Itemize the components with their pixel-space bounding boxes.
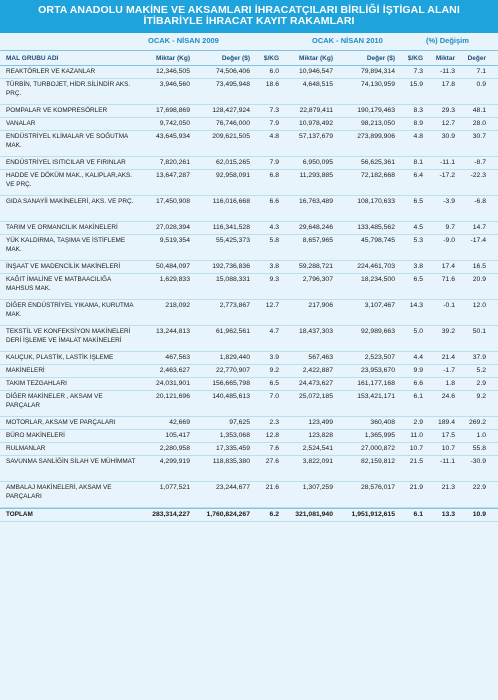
table-row <box>0 79 498 105</box>
row-cell-d09: 73,495,948 <box>215 81 250 88</box>
row-cell-k10: 9.9 <box>413 367 423 374</box>
row-cell-m09: 13,244,813 <box>155 328 190 335</box>
table-row <box>0 118 498 131</box>
row-cell-m10: 4,648,515 <box>302 81 333 88</box>
row-cell-m09: 2,280,958 <box>159 445 190 452</box>
row-cell-m10: 2,422,887 <box>302 367 333 374</box>
row-cell-pm: 21.3 <box>441 484 455 491</box>
row-cell-m09: 50,484,097 <box>155 263 190 270</box>
row-cell-m09: 17,450,908 <box>155 198 190 205</box>
row-cell-m09: 218,092 <box>165 302 190 309</box>
header-value-2010: Değer ($) <box>366 54 395 62</box>
row-cell-m09: 467,563 <box>165 354 190 361</box>
table-row <box>0 222 498 235</box>
header-group-name: MAL GRUBU ADI <box>6 54 59 62</box>
row-cell-m09: 9,519,354 <box>159 237 190 244</box>
row-cell-pd: 12.0 <box>472 302 486 309</box>
row-cell-m10: 57,137,679 <box>298 133 333 140</box>
row-cell-m09: 24,031,901 <box>155 380 190 387</box>
row-cell-k09: 3.9 <box>269 354 279 361</box>
row-group-name: YÜK KALDIRMA, TAŞIMA VE İSTİFLEME MAK. <box>6 237 126 253</box>
row-cell-d09: 62,015,265 <box>215 159 250 166</box>
row-cell-k09: 2.3 <box>269 419 279 426</box>
row-cell-k09: 3.8 <box>269 263 279 270</box>
table-row <box>0 274 498 300</box>
row-cell-pd: 37.9 <box>472 354 486 361</box>
row-cell-d10: 23,953,670 <box>360 367 395 374</box>
row-cell-m10: 321,081,940 <box>295 511 333 518</box>
row-cell-pd: 55.8 <box>472 445 486 452</box>
row-cell-d09: 76,746,000 <box>215 120 250 127</box>
row-cell-m10: 1,307,259 <box>302 484 333 491</box>
table-total-row <box>0 508 498 522</box>
row-cell-d10: 92,989,663 <box>360 328 395 335</box>
row-group-name: MOTORLAR, AKSAM VE PARÇALARI <box>6 419 116 426</box>
row-cell-k09: 6.6 <box>269 198 279 205</box>
row-group-name: DİĞER ENDÜSTRİYEL YIKAMA, KURUTMA MAK. <box>6 302 134 318</box>
row-cell-pd: 30.7 <box>472 133 486 140</box>
table-row <box>0 105 498 118</box>
row-cell-d09: 1,353,068 <box>219 432 250 439</box>
row-cell-k10: 7.3 <box>413 68 423 75</box>
table-row <box>0 365 498 378</box>
row-cell-k09: 7.9 <box>269 120 279 127</box>
row-cell-pd: -22.3 <box>470 172 486 179</box>
row-cell-m10: 123,499 <box>308 419 333 426</box>
row-cell-m10: 3,822,091 <box>302 458 333 465</box>
row-cell-k09: 27.6 <box>265 458 279 465</box>
row-cell-d09: 92,958,091 <box>215 172 250 179</box>
row-cell-d10: 74,130,959 <box>360 81 395 88</box>
row-cell-m10: 123,828 <box>308 432 333 439</box>
row-cell-k10: 4.5 <box>413 224 423 231</box>
row-cell-d10: 133,485,562 <box>357 224 395 231</box>
row-cell-d10: 3,107,467 <box>364 302 395 309</box>
row-cell-pm: 17.4 <box>441 263 455 270</box>
row-cell-k09: 4.3 <box>269 224 279 231</box>
row-cell-pm: -1.7 <box>443 367 455 374</box>
table-row <box>0 326 498 352</box>
row-cell-k10: 5.3 <box>413 237 423 244</box>
row-cell-pm: 10.7 <box>441 445 455 452</box>
row-cell-d09: 15,088,331 <box>215 276 250 283</box>
row-cell-k09: 9.3 <box>269 276 279 283</box>
row-cell-k10: 11.0 <box>410 432 423 439</box>
row-cell-d10: 161,177,168 <box>357 380 395 387</box>
row-cell-k10: 3.8 <box>413 263 423 270</box>
row-cell-k09: 21.6 <box>265 484 279 491</box>
table-row <box>0 417 498 430</box>
header-change-qty: Miktar <box>435 54 455 62</box>
row-cell-pd: 48.1 <box>472 107 486 114</box>
row-cell-pm: 13.3 <box>441 511 455 518</box>
period-2009: OCAK - NİSAN 2009 <box>148 36 219 45</box>
row-cell-pm: 17.8 <box>441 81 455 88</box>
row-cell-m09: 27,028,394 <box>155 224 190 231</box>
row-cell-m10: 18,437,303 <box>298 328 333 335</box>
row-cell-m10: 567,463 <box>308 354 333 361</box>
row-cell-m10: 59,288,721 <box>298 263 333 270</box>
header-change-value: Değer <box>467 54 486 62</box>
row-group-name: RULMANLAR <box>6 445 46 452</box>
row-cell-k10: 6.1 <box>413 393 423 400</box>
row-cell-pm: -11.1 <box>440 159 455 166</box>
row-cell-k10: 8.3 <box>413 107 423 114</box>
row-cell-m09: 2,463,627 <box>159 367 190 374</box>
row-group-name: TARIM VE ORMANCILIK MAKİNELERİ <box>6 224 118 231</box>
row-cell-m09: 42,669 <box>169 419 190 426</box>
table-row <box>0 131 498 157</box>
row-cell-pd: 5.2 <box>476 367 486 374</box>
row-cell-k09: 5.8 <box>269 237 279 244</box>
period-headers <box>0 33 498 46</box>
row-cell-pd: -30.9 <box>470 458 486 465</box>
row-cell-m10: 29,648,246 <box>298 224 333 231</box>
row-group-name: BÜRO MAKİNELERİ <box>6 432 65 439</box>
row-cell-d09: 140,485,613 <box>212 393 250 400</box>
row-cell-d09: 1,760,824,267 <box>206 511 250 518</box>
row-group-name: ENDÜSTRİYEL KLİMALAR VE SOĞUTMA MAK. <box>6 133 128 149</box>
row-cell-m09: 43,645,934 <box>155 133 190 140</box>
row-group-name: TEKSTİL VE KONFEKSİYON MAKİNELERİ DERİ İŞLEME VE İMALAT MAKİNELERİ <box>6 328 131 344</box>
row-cell-pm: -17.2 <box>439 172 455 179</box>
row-cell-pm: 39.2 <box>441 328 455 335</box>
row-cell-d10: 273,899,906 <box>357 133 395 140</box>
row-group-name: TÜRBİN, TURBOJET, HİDR.SİLİNDİR AKS. PRÇ. <box>6 81 131 97</box>
row-cell-pm: 71.6 <box>441 276 455 283</box>
row-cell-pm: -3.9 <box>443 198 455 205</box>
row-cell-k10: 8.1 <box>413 159 423 166</box>
row-cell-pm: -11.3 <box>440 68 455 75</box>
row-group-name: REAKTÖRLER VE KAZANLAR <box>6 68 96 75</box>
row-cell-m09: 9,742,050 <box>159 120 190 127</box>
row-cell-k09: 6.2 <box>269 511 279 518</box>
row-group-name: AMBALAJ MAKİNELERİ, AKSAM VE PARÇALARI <box>6 484 112 500</box>
row-cell-m10: 6,950,095 <box>302 159 333 166</box>
row-cell-m09: 1,629,833 <box>159 276 190 283</box>
row-group-name: MAKİNELERİ <box>6 367 45 374</box>
row-cell-d09: 116,341,528 <box>212 224 250 231</box>
table-row <box>0 170 498 196</box>
row-cell-d09: 55,425,373 <box>215 237 250 244</box>
row-cell-k10: 6.5 <box>413 198 423 205</box>
row-cell-k10: 21.5 <box>409 458 423 465</box>
row-cell-d10: 1,365,995 <box>364 432 395 439</box>
row-cell-k10: 2.9 <box>413 419 423 426</box>
row-cell-pd: 2.9 <box>476 380 486 387</box>
row-cell-pm: -9.0 <box>443 237 455 244</box>
row-cell-k10: 10.7 <box>409 445 423 452</box>
row-cell-m10: 24,473,627 <box>298 380 333 387</box>
row-cell-k10: 15.9 <box>409 81 423 88</box>
row-cell-k10: 6.1 <box>413 511 423 518</box>
table-row <box>0 157 498 170</box>
row-cell-d09: 23,244,677 <box>215 484 250 491</box>
row-cell-pd: 7.1 <box>476 68 486 75</box>
row-cell-k09: 7.6 <box>269 445 279 452</box>
row-cell-d09: 22,770,907 <box>215 367 250 374</box>
row-cell-m09: 4,299,919 <box>159 458 190 465</box>
row-cell-k10: 21.9 <box>409 484 423 491</box>
row-cell-k09: 4.8 <box>269 133 279 140</box>
row-cell-k10: 4.8 <box>413 133 423 140</box>
period-2010: OCAK - NİSAN 2010 <box>312 36 383 45</box>
row-group-name: TOPLAM <box>6 511 33 518</box>
row-cell-pd: 9.2 <box>476 393 486 400</box>
row-cell-k10: 6.6 <box>413 380 423 387</box>
row-cell-d10: 79,894,314 <box>360 68 395 75</box>
header-unit-2010: $/KG <box>407 54 423 62</box>
row-group-name: KAĞIT İMALİNE VE MATBAACILIĞA MAHSUS MAK. <box>6 276 111 292</box>
table-row <box>0 482 498 508</box>
table-row <box>0 443 498 456</box>
row-cell-d09: 156,665,798 <box>212 380 250 387</box>
row-cell-d09: 74,506,406 <box>215 68 250 75</box>
row-group-name: DİĞER MAKİNELER , AKSAM VE PARÇALAR <box>6 393 103 409</box>
row-group-name: TAKIM TEZGAHLARI <box>6 380 67 387</box>
row-cell-k10: 14.3 <box>409 302 423 309</box>
row-cell-k09: 6.5 <box>269 380 279 387</box>
row-cell-k10: 5.0 <box>413 328 423 335</box>
row-cell-d09: 2,773,867 <box>219 302 250 309</box>
row-cell-d10: 45,798,745 <box>360 237 395 244</box>
row-cell-k09: 18.6 <box>265 81 279 88</box>
row-cell-d09: 17,335,459 <box>215 445 250 452</box>
row-cell-k09: 6.0 <box>269 68 279 75</box>
row-cell-pm: 189.4 <box>437 419 455 426</box>
header-qty-2009: Miktar (Kg) <box>156 54 190 62</box>
row-cell-d10: 190,179,463 <box>357 107 395 114</box>
row-cell-pd: 14.7 <box>472 224 486 231</box>
row-cell-pd: -6.8 <box>474 198 486 205</box>
row-cell-m10: 217,906 <box>308 302 333 309</box>
row-group-name: SAVUNMA SANLİĞİN SİLAH VE MÜHİMMAT <box>6 458 136 465</box>
row-group-name: ENDÜSTRİYEL ISITICILAR VE FIRINLAR <box>6 159 126 166</box>
row-group-name: İNŞAAT VE MADENCİLİK MAKİNELERİ <box>6 263 121 270</box>
row-cell-d09: 116,016,668 <box>212 198 250 205</box>
row-cell-d10: 1,951,912,615 <box>351 511 395 518</box>
row-cell-k09: 6.8 <box>269 172 279 179</box>
row-cell-pm: 1.8 <box>445 380 455 387</box>
row-cell-pm: -11.1 <box>440 458 455 465</box>
row-cell-pm: 29.3 <box>441 107 455 114</box>
row-cell-m10: 8,657,965 <box>302 237 333 244</box>
row-cell-pd: 0.9 <box>476 81 486 88</box>
row-cell-d10: 98,213,050 <box>360 120 395 127</box>
row-cell-m10: 10,978,492 <box>298 120 333 127</box>
row-cell-d10: 360,408 <box>370 419 395 426</box>
row-cell-pm: 24.6 <box>441 393 455 400</box>
table-row <box>0 391 498 417</box>
row-cell-m10: 25,072,185 <box>298 393 333 400</box>
row-cell-pd: 22.9 <box>472 484 486 491</box>
table-row <box>0 300 498 326</box>
row-group-name: KAUÇUK, PLASTİK, LASTİK İŞLEME <box>6 354 114 361</box>
row-cell-m09: 7,820,261 <box>159 159 190 166</box>
row-cell-pd: 20.9 <box>472 276 486 283</box>
row-cell-pd: -8.7 <box>474 159 486 166</box>
row-cell-m09: 12,346,505 <box>155 68 190 75</box>
table-body <box>0 66 498 522</box>
row-cell-d10: 82,159,812 <box>360 458 395 465</box>
row-cell-k09: 9.2 <box>269 367 279 374</box>
row-cell-d09: 192,736,836 <box>212 263 250 270</box>
row-cell-pd: 28.0 <box>472 120 486 127</box>
row-cell-k09: 7.0 <box>269 393 279 400</box>
table-row <box>0 430 498 443</box>
row-cell-k09: 7.3 <box>269 107 279 114</box>
row-cell-pm: 12.7 <box>441 120 455 127</box>
row-cell-d09: 97,625 <box>229 419 250 426</box>
table-row <box>0 261 498 274</box>
row-cell-k09: 4.7 <box>269 328 279 335</box>
row-cell-pd: 16.5 <box>472 263 486 270</box>
row-cell-d09: 128,427,924 <box>212 107 250 114</box>
row-cell-d09: 118,835,380 <box>212 458 250 465</box>
row-cell-k10: 6.5 <box>413 276 423 283</box>
row-cell-pm: 30.9 <box>441 133 455 140</box>
row-cell-k09: 12.7 <box>265 302 279 309</box>
row-cell-m10: 10,946,547 <box>298 68 333 75</box>
row-cell-d10: 108,170,633 <box>357 198 395 205</box>
row-cell-k10: 6.4 <box>413 172 423 179</box>
row-cell-pd: 1.0 <box>476 432 486 439</box>
row-cell-k09: 7.9 <box>269 159 279 166</box>
row-group-name: POMPALAR VE KOMPRESÖRLER <box>6 107 108 114</box>
row-cell-m09: 13,647,287 <box>155 172 190 179</box>
row-cell-pm: 21.4 <box>441 354 455 361</box>
row-cell-m09: 3,946,560 <box>159 81 190 88</box>
period-change: (%) Değişim <box>426 36 469 45</box>
row-cell-m10: 22,879,411 <box>299 107 333 114</box>
row-cell-pm: 9.7 <box>445 224 455 231</box>
row-cell-pm: 17.5 <box>441 432 455 439</box>
header-qty-2010: Miktar (Kg) <box>299 54 333 62</box>
row-cell-d10: 28,576,017 <box>360 484 395 491</box>
report-title: ORTA ANADOLU MAKİNE VE AKSAMLARI İHRACATÇILARI BİRLİĞİ İŞTİGAL ALANI İTİBARİYLE İHRACAT KAYIT RAKAMLARI <box>0 0 498 33</box>
row-cell-k09: 12.8 <box>265 432 279 439</box>
row-cell-d10: 27,000,872 <box>360 445 395 452</box>
row-cell-d10: 153,421,171 <box>357 393 395 400</box>
header-value-2009: Değer ($) <box>221 54 250 62</box>
row-cell-pd: 10.9 <box>472 511 486 518</box>
table-row <box>0 456 498 482</box>
row-cell-d09: 209,621,505 <box>212 133 250 140</box>
row-cell-pd: 50.1 <box>472 328 486 335</box>
table-row <box>0 378 498 391</box>
row-group-name: VANALAR <box>6 120 36 127</box>
row-cell-m10: 2,524,541 <box>302 445 333 452</box>
row-cell-d10: 2,523,507 <box>364 354 395 361</box>
header-unit-2009: $/KG <box>263 54 279 62</box>
row-group-name: GIDA SANAYİİ MAKİNELERİ, AKS. VE PRÇ. <box>6 198 134 205</box>
row-cell-d10: 72,182,668 <box>360 172 395 179</box>
row-cell-pm: -0.1 <box>443 302 455 309</box>
table-row <box>0 235 498 261</box>
row-cell-k10: 4.4 <box>413 354 423 361</box>
table-row <box>0 196 498 222</box>
table-header <box>0 50 498 66</box>
row-cell-m10: 2,796,307 <box>302 276 333 283</box>
row-cell-pd: 269.2 <box>468 419 486 426</box>
row-cell-m09: 20,121,696 <box>155 393 190 400</box>
row-cell-m09: 105,417 <box>165 432 190 439</box>
row-cell-m09: 283,314,227 <box>152 511 190 518</box>
row-cell-d10: 56,625,361 <box>360 159 395 166</box>
row-cell-d10: 18,234,500 <box>360 276 395 283</box>
row-cell-m10: 16,763,489 <box>298 198 333 205</box>
row-cell-d10: 224,461,703 <box>357 263 395 270</box>
row-cell-k10: 8.9 <box>413 120 423 127</box>
row-cell-d09: 1,829,440 <box>219 354 250 361</box>
row-cell-pd: -17.4 <box>470 237 486 244</box>
row-cell-d09: 61,962,561 <box>215 328 250 335</box>
row-cell-m09: 17,698,869 <box>155 107 190 114</box>
table-row <box>0 352 498 365</box>
table-row <box>0 66 498 79</box>
row-cell-m09: 1,077,521 <box>159 484 190 491</box>
row-group-name: HADDE VE DÖKÜM MAK., KALIPLAR,AKS. VE PRÇ. <box>6 172 133 188</box>
row-cell-m10: 11,293,885 <box>299 172 333 179</box>
